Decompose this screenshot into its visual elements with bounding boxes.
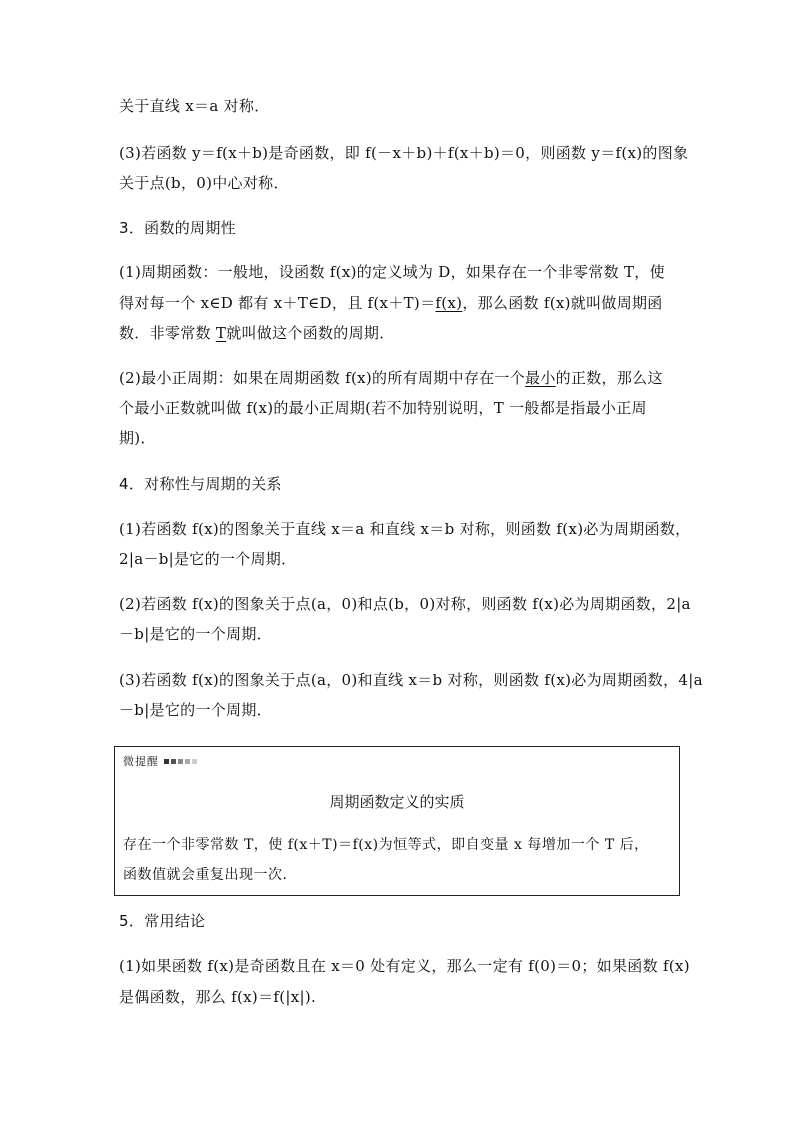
paragraph-line: 关于直线 x＝a 对称．: [119, 97, 270, 115]
section-heading-5: 5．常用结论: [119, 912, 206, 930]
tip-label: [123, 753, 197, 769]
tip-line: 函数值就会重复出现一次．: [123, 867, 297, 883]
dot: [171, 759, 176, 764]
underlined-blank: f(x): [435, 294, 463, 312]
text-segment: 的正数，那么这: [555, 369, 663, 387]
text-segment: (2)最小正周期：如果在周期函数 f(x)的所有周期中存在一个: [119, 369, 526, 387]
text-segment: 就叫做这个函数的周期．: [226, 324, 395, 342]
paragraph-line: 是偶函数，那么 f(x)＝f(|x|).: [119, 988, 317, 1006]
paragraph-line: [119, 293, 689, 313]
dot: [178, 759, 183, 764]
paragraph-line: 个最小正数就叫做 f(x)的最小正周期(若不加特别说明，T 一般都是指最小正周: [119, 399, 647, 417]
paragraph-line: (1)若函数 f(x)的图象关于直线 x＝a 和直线 x＝b 对称，则函数 f(x)必为周期函数，: [119, 520, 691, 538]
dot: [192, 759, 197, 764]
tip-box: [114, 746, 680, 896]
paragraph-line: (3)若函数 f(x)的图象关于点(a，0)和直线 x＝b 对称，则函数 f(x)必为周期函数，4|a: [119, 671, 703, 689]
paragraph-line: (2)若函数 f(x)的图象关于点(a，0)和点(b，0)对称，则函数 f(x)必为周期函数，2|a: [119, 595, 691, 613]
dot: [164, 759, 169, 764]
tip-title: 周期函数定义的实质: [329, 793, 465, 811]
tip-line: 存在一个非零常数 T，使 f(x＋T)＝f(x)为恒等式，即自变量 x 每增加一个 T 后，: [123, 837, 649, 853]
underlined-blank: T: [215, 324, 227, 342]
section-heading-4: 4．对称性与周期的关系: [119, 475, 282, 493]
decorative-dots-icon: [164, 759, 197, 764]
paragraph-line: －b|是它的一个周期．: [119, 701, 272, 719]
paragraph-line: 关于点(b，0)中心对称．: [119, 174, 289, 192]
text-segment: 得对每一个 x∈D 都有 x＋T∈D，且 f(x＋T)＝: [119, 294, 436, 312]
text-segment: 数．非零常数: [119, 324, 216, 342]
paragraph-line: 期)．: [119, 429, 156, 447]
tip-label-text: 微提醒: [123, 755, 159, 768]
dot: [185, 759, 190, 764]
text-segment: ，那么函数 f(x)就叫做周期函: [462, 294, 663, 312]
paragraph-line: －b|是它的一个周期．: [119, 625, 272, 643]
paragraph-line: (1)周期函数：一般地，设函数 f(x)的定义域为 D，如果存在一个非零常数 T，使: [119, 263, 665, 281]
section-heading-3: 3．函数的周期性: [119, 219, 236, 237]
paragraph-line: (1)如果函数 f(x)是奇函数且在 x＝0 处有定义，那么一定有 f(0)＝0；如果函数 f(x): [119, 957, 690, 975]
paragraph-line: [119, 323, 689, 343]
paragraph-line: [119, 368, 689, 388]
underlined-blank: 最小: [525, 369, 556, 387]
paragraph-line: (3)若函数 y＝f(x＋b)是奇函数，即 f(－x＋b)＋f(x＋b)＝0，则函数 y＝f(x)的图象: [119, 144, 689, 162]
paragraph-line: 2|a－b|是它的一个周期．: [119, 550, 297, 568]
